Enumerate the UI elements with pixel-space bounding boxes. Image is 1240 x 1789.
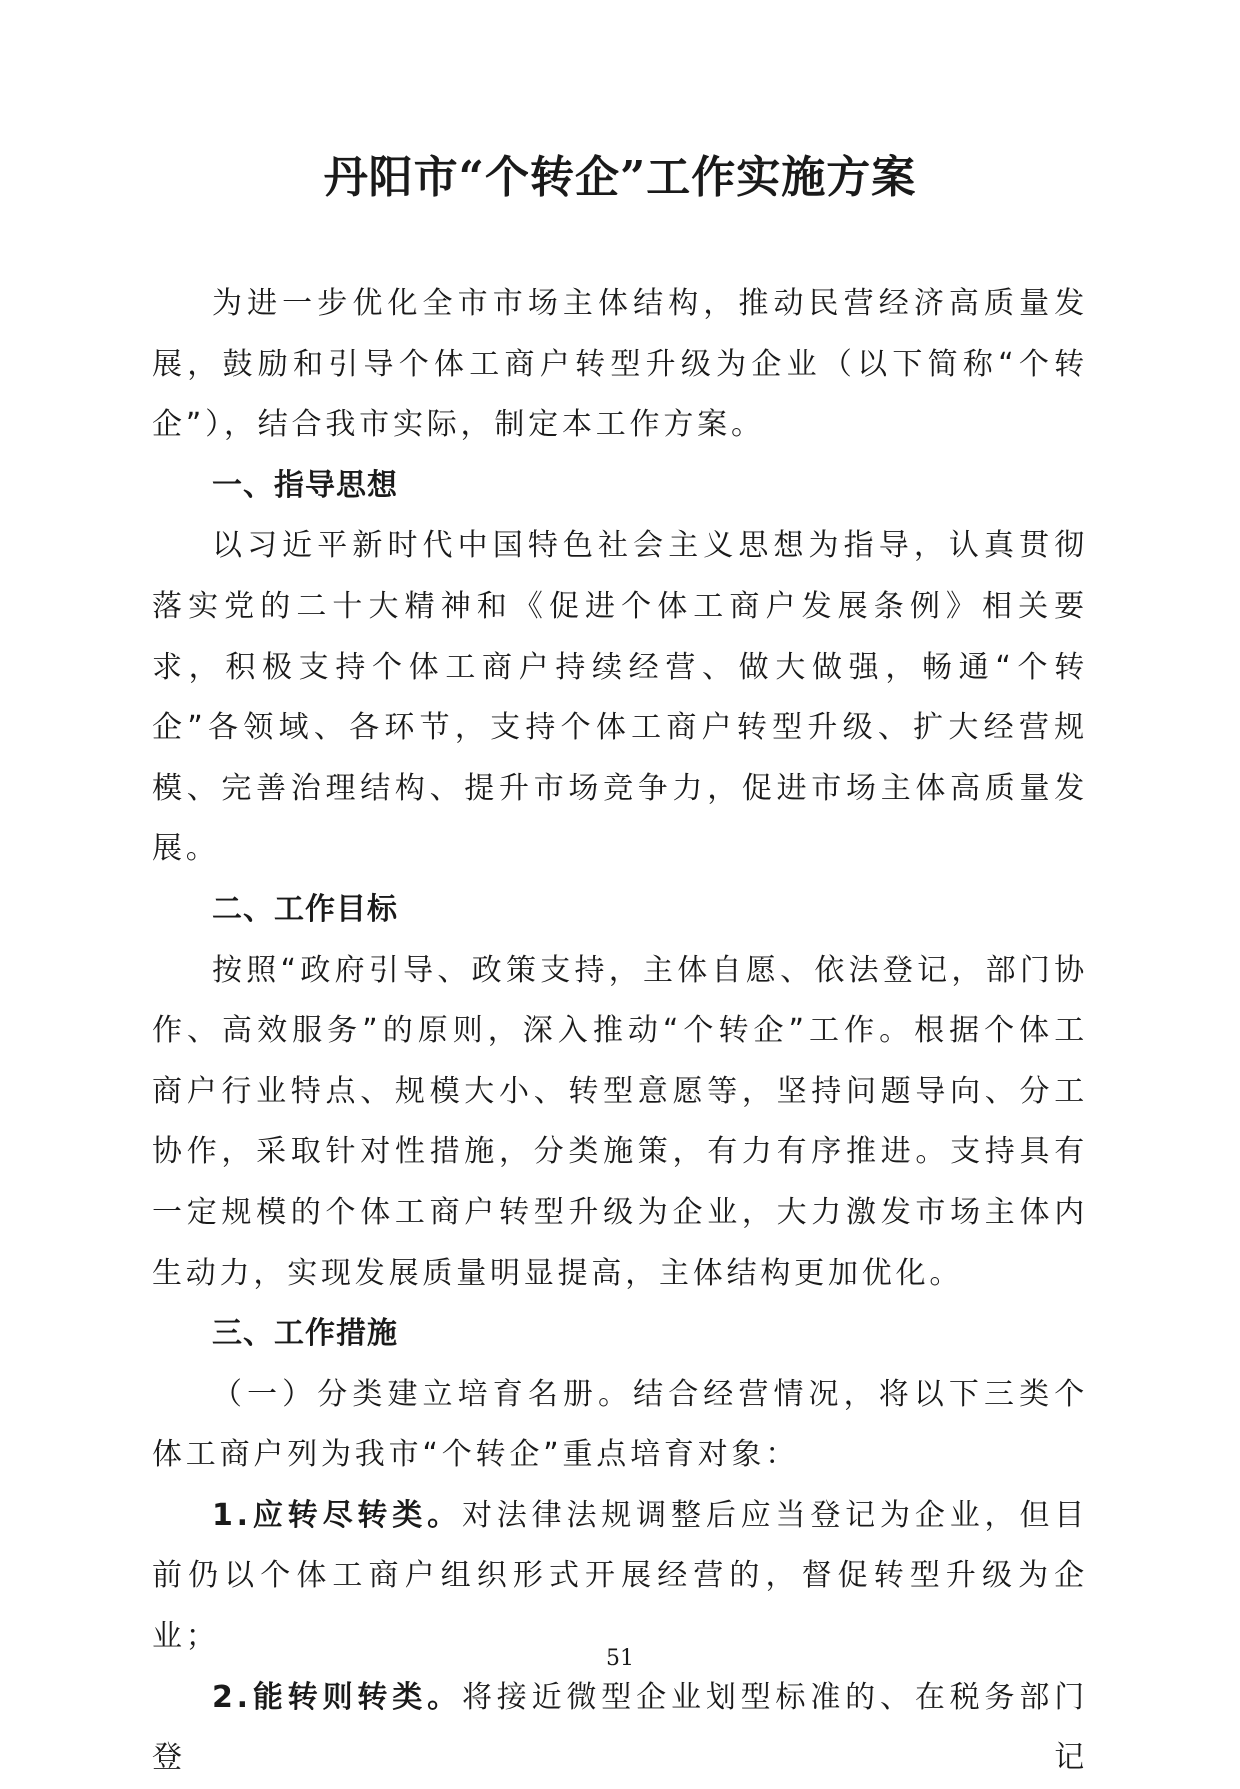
- item2-label: 2.能转则转类。: [212, 1679, 462, 1715]
- document-body: [152, 274, 1088, 1789]
- item1-text: 对法律法规调整后应当登记为企业，但目前仍以个体工商户组织形式开展经营的，督促转型升级为企业；: [152, 1497, 1089, 1655]
- section-heading-guiding-ideology: 一、指导思想: [212, 467, 398, 503]
- measures-item2-paragraph: [152, 1668, 1088, 1789]
- guiding-ideology-paragraph: 以习近平新时代中国特色社会主义思想为指导，认真贯彻落实党的二十大精神和《促进个体工商户发展条例》相关要求，积极支持个体工商户持续经营、做大做强，畅通“个转企”各领域、各环节，支持个体工商户转型升级、扩大经营规模、完善治理结构、提升市场竞争力，促进市场主体高质量发展。: [152, 528, 1088, 867]
- section-heading-work-goals: 二、工作目标: [212, 891, 398, 927]
- item1-label: 1.应转尽转类。: [212, 1497, 462, 1533]
- measures-sub1-paragraph: （一）分类建立培育名册。结合经营情况，将以下三类个体工商户列为我市“个转企”重点培育对象：: [152, 1376, 1088, 1473]
- page-number: 51: [606, 1646, 634, 1671]
- work-goals-paragraph: 按照“政府引导、政策支持，主体自愿、依法登记，部门协作、高效服务”的原则，深入推动“个转企”工作。根据个体工商户行业特点、规模大小、转型意愿等，坚持问题导向、分工协作，采取针对性措施，分类施策，有力有序推进。支持具有一定规模的个体工商户转型升级为企业，大力激发市场主体内生动力，实现发展质量明显提高，主体结构更加优化。: [152, 952, 1088, 1291]
- section-heading-work-measures: 三、工作措施: [212, 1316, 398, 1352]
- document-title: 丹阳市“个转企”工作实施方案: [323, 152, 917, 203]
- intro-paragraph: 为进一步优化全市市场主体结构，推动民营经济高质量发展，鼓励和引导个体工商户转型升级为企业（以下简称“个转企”），结合我市实际，制定本工作方案。: [152, 286, 1088, 443]
- item2-text: 将接近微型企业划型标准的、在税务部门登记: [152, 1679, 1089, 1776]
- measures-item1-paragraph: [152, 1486, 1088, 1668]
